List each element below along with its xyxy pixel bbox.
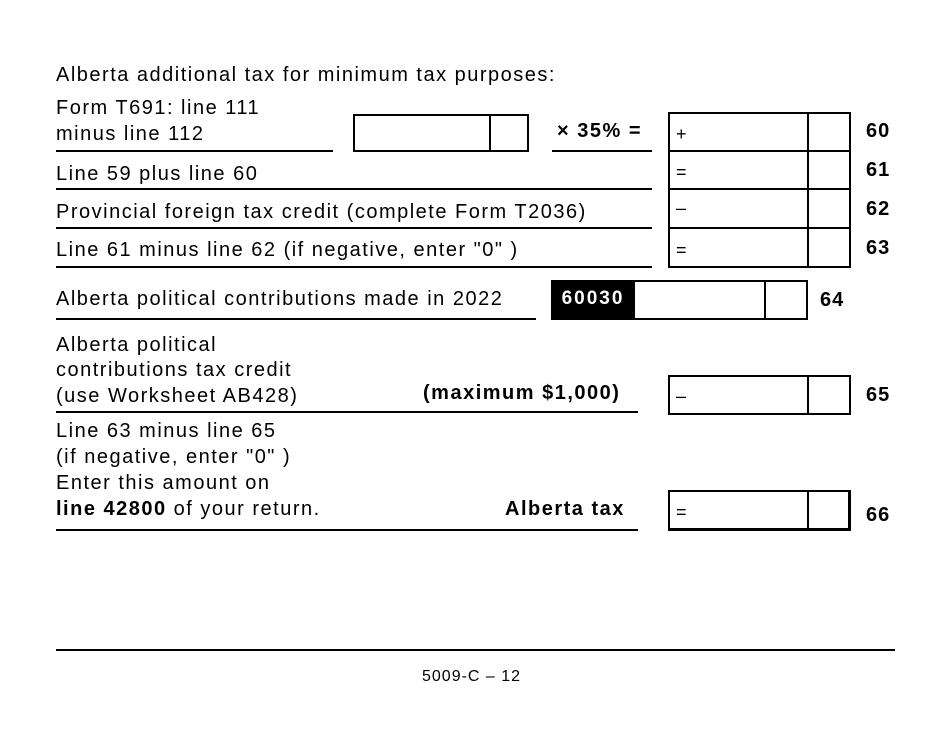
alberta-tax-label: Alberta tax bbox=[505, 498, 625, 520]
cents-divider bbox=[489, 116, 491, 150]
line-66-label-2: (if negative, enter "0" ) bbox=[56, 446, 292, 468]
line-65-underline bbox=[56, 411, 638, 413]
line-66-amount-field[interactable] bbox=[668, 490, 851, 531]
line-60-label-2: minus line 112 bbox=[56, 123, 205, 145]
line-60-multiplier: × 35% = bbox=[557, 120, 643, 142]
line-42800-reference: line 42800 bbox=[56, 498, 167, 520]
line-60-input-field[interactable] bbox=[353, 114, 529, 152]
line-62-label: Provincial foreign tax credit (complete Form T2036) bbox=[56, 201, 587, 223]
line-number-60: 60 bbox=[866, 120, 891, 142]
line-66-label-3: Enter this amount on bbox=[56, 472, 271, 494]
line-62-underline bbox=[56, 227, 652, 229]
line-65-label-2: contributions tax credit bbox=[56, 359, 293, 381]
line-63-underline bbox=[56, 266, 652, 268]
line-66-label-4-rest: of your return. bbox=[166, 498, 321, 520]
line-60-amount-field[interactable] bbox=[668, 112, 851, 152]
line-number-61: 61 bbox=[866, 159, 891, 181]
cents-divider bbox=[807, 114, 809, 150]
footer-rule bbox=[56, 649, 895, 651]
line-66-label-1: Line 63 minus line 65 bbox=[56, 420, 277, 442]
line-66-label-4 bbox=[56, 499, 321, 519]
line-64-amount-field[interactable] bbox=[633, 280, 808, 320]
cents-divider bbox=[807, 190, 809, 227]
line-number-63: 63 bbox=[866, 237, 891, 259]
line-number-65: 65 bbox=[866, 384, 891, 406]
cents-divider bbox=[807, 377, 809, 413]
line-63-amount-field[interactable] bbox=[668, 227, 851, 268]
line-60-label-1: Form T691: line 111 bbox=[56, 97, 261, 119]
equals-sign: = bbox=[676, 502, 687, 522]
line-number-62: 62 bbox=[866, 198, 891, 220]
line-61-underline bbox=[56, 188, 652, 190]
plus-sign: + bbox=[676, 124, 687, 144]
line-number-64: 64 bbox=[820, 289, 845, 311]
line-65-label-1: Alberta political bbox=[56, 334, 218, 356]
equals-sign: = bbox=[676, 162, 687, 182]
section-heading: Alberta additional tax for minimum tax purposes: bbox=[56, 64, 556, 86]
line-64-underline bbox=[56, 318, 536, 320]
minus-sign: – bbox=[676, 386, 687, 406]
minus-sign: – bbox=[676, 198, 687, 218]
line-64-code-box: 60030 bbox=[551, 280, 635, 320]
line-66-underline bbox=[56, 529, 638, 531]
line-65-label-3: (use Worksheet AB428) bbox=[56, 385, 299, 407]
line-65-amount-field[interactable] bbox=[668, 375, 851, 415]
line-65-maximum: (maximum $1,000) bbox=[423, 382, 621, 404]
line-number-66: 66 bbox=[866, 504, 891, 526]
page-identifier: 5009-C – 12 bbox=[422, 668, 522, 685]
line-63-label: Line 61 minus line 62 (if negative, enter "0" ) bbox=[56, 239, 519, 261]
equals-sign: = bbox=[676, 240, 687, 260]
cents-divider bbox=[807, 152, 809, 188]
cents-divider bbox=[764, 282, 766, 318]
line-61-label: Line 59 plus line 60 bbox=[56, 163, 259, 185]
line-60-multiplier-underline bbox=[552, 150, 652, 152]
line-61-amount-field[interactable] bbox=[668, 150, 851, 190]
cents-divider bbox=[807, 492, 809, 528]
line-64-label: Alberta political contributions made in 2022 bbox=[56, 288, 504, 310]
line-62-amount-field[interactable] bbox=[668, 188, 851, 229]
line-60-underline bbox=[56, 150, 333, 152]
cents-divider bbox=[807, 229, 809, 266]
